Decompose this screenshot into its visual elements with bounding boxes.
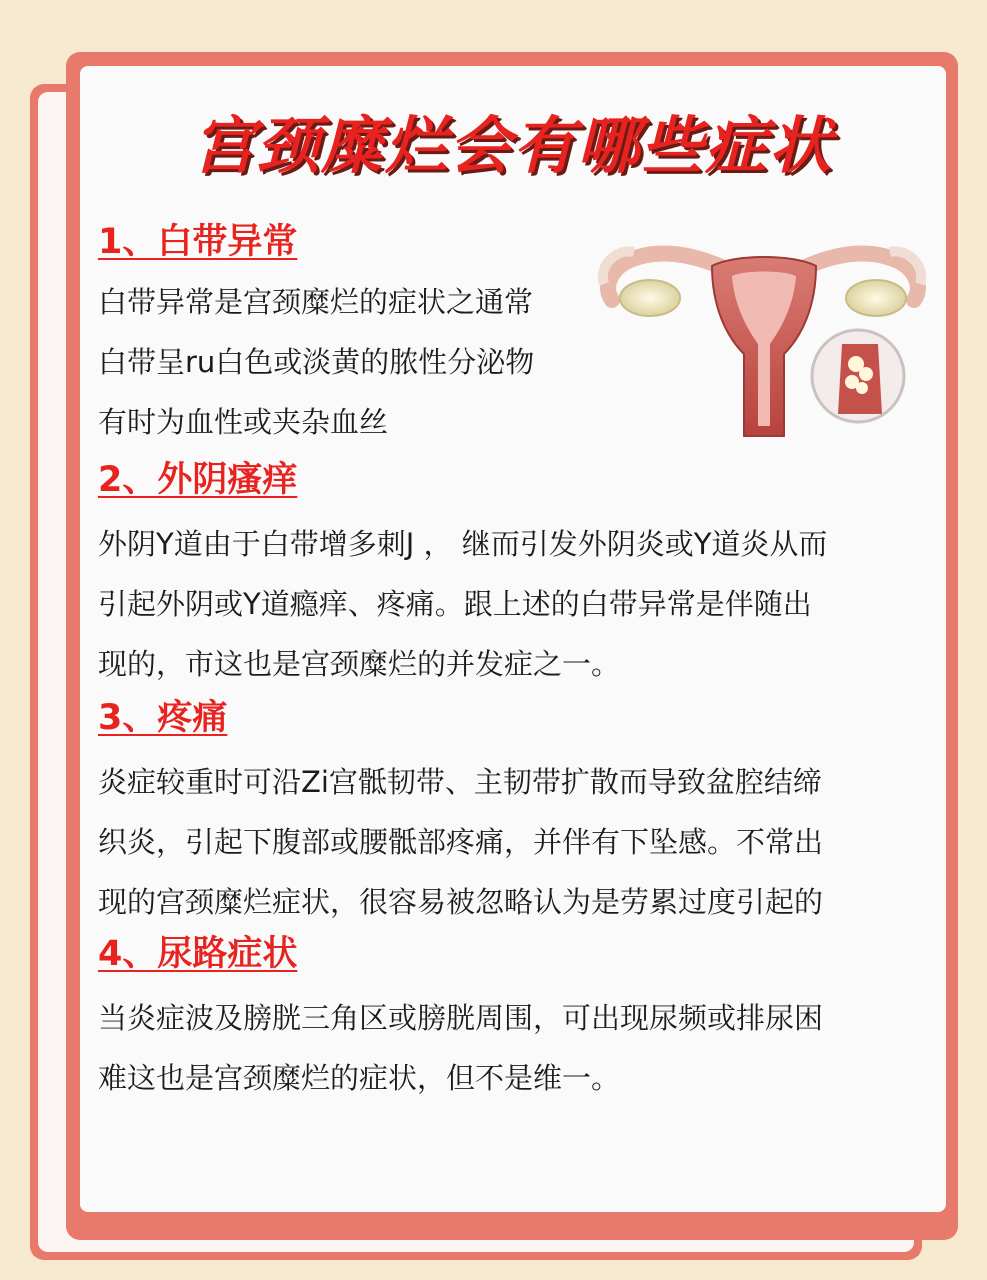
text-line: 织炎，引起下腹部或腰骶部疼痛，并伴有下坠感。不常出 xyxy=(98,825,824,859)
text-line: 白带异常是宫颈糜烂的症状之通常 xyxy=(98,285,534,319)
section-text-1 xyxy=(98,272,534,452)
section-heading-1: 1、白带异常 xyxy=(98,222,298,262)
uterus-illustration xyxy=(594,226,930,448)
section-heading-3: 3、疼痛 xyxy=(98,698,228,738)
section-heading-2: 2、外阴瘙痒 xyxy=(98,460,298,500)
section-text-4 xyxy=(98,988,823,1108)
text-line: 有时为血性或夹杂血丝 xyxy=(98,405,389,439)
text-line: 现的宫颈糜烂症状，很容易被忽略认为是劳累过度引起的 xyxy=(98,885,824,919)
text-line: 引起外阴或Y道瘾痒、疼痛。跟上述的白带异常是伴随出 xyxy=(98,587,812,621)
section-text-2 xyxy=(98,514,827,694)
text-line: 现的，市这也是宫颈糜烂的并发症之一。 xyxy=(98,647,621,681)
section-heading-4: 4、尿路症状 xyxy=(98,934,298,974)
text-line: 白带呈ru白色或淡黄的脓性分泌物 xyxy=(98,345,535,379)
text-line: 外阴Y道由于白带增多刺J ， 继而引发外阴炎或Y道炎从而 xyxy=(98,527,828,561)
section-text-3 xyxy=(98,752,823,932)
text-line: 当炎症波及膀胱三角区或膀胱周围，可出现尿频或排尿困 xyxy=(98,1001,824,1035)
page-title: 宫颈糜烂会有哪些症状 xyxy=(192,109,833,182)
text-line: 难这也是宫颈糜烂的症状，但不是维一。 xyxy=(98,1061,621,1095)
text-line: 炎症较重时可沿Zi宫骶韧带、主韧带扩散而导致盆腔结缔 xyxy=(98,765,822,799)
